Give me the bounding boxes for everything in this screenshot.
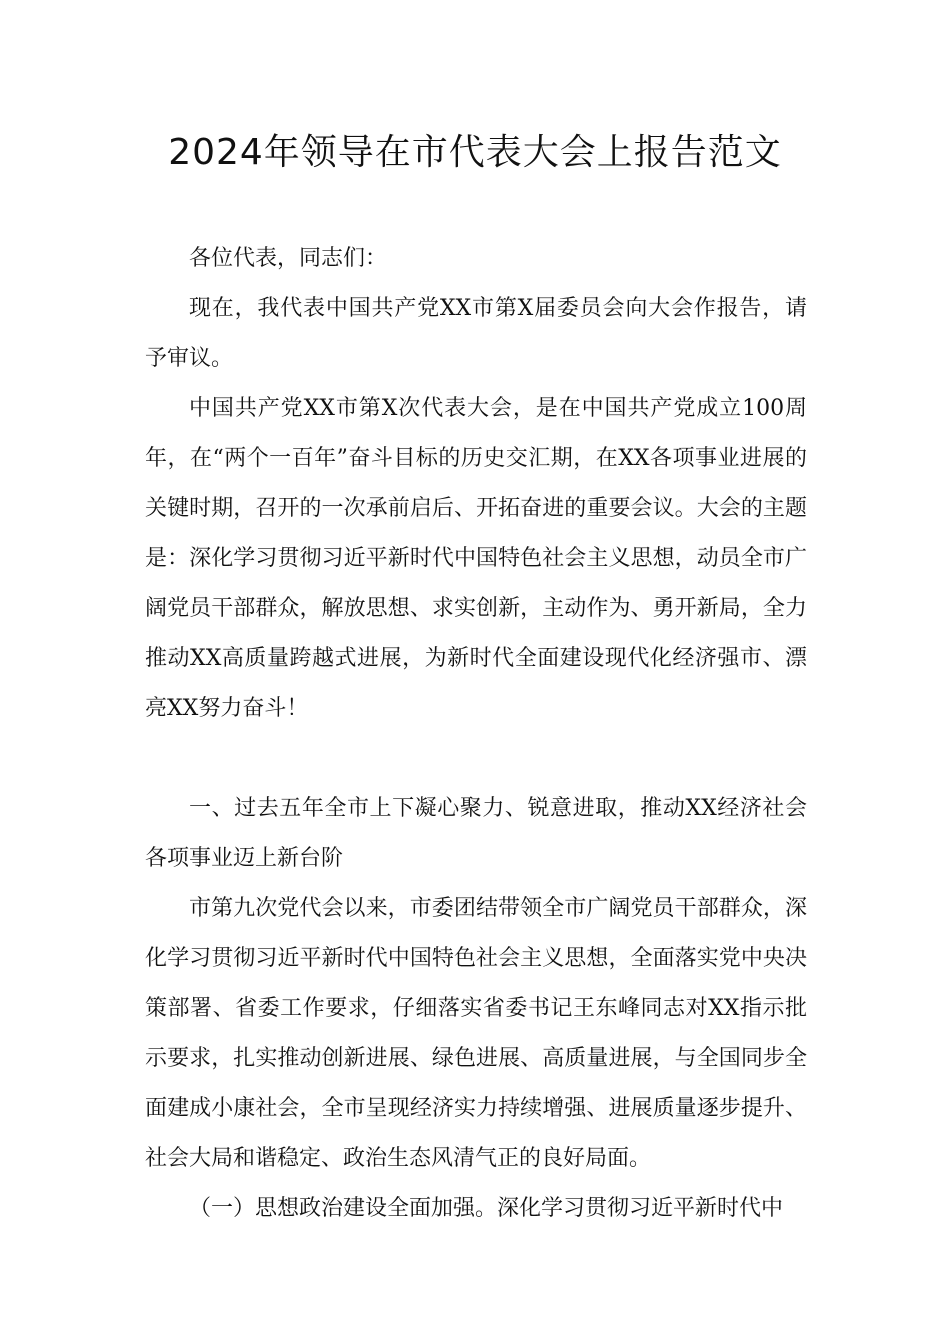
subsection-paragraph: （一）思想政治建设全面加强。深化学习贯彻习近平新时代中: [189, 1196, 784, 1221]
document-title: 2024年领导在市代表大会上报告范文: [168, 132, 782, 173]
section-heading: 一、过去五年全市上下凝心聚力、锐意进取，推动XX经济社会各项事业迈上新台阶: [145, 796, 807, 871]
document-body: [145, 234, 807, 1234]
achievements-paragraph: 市第九次党代会以来，市委团结带领全市广阔党员干部群众，深化学习贯彻习近平新时代中国特色社会主义思想，全面落实党中央决策部署、省委工作要求，仔细落实省委书记王东峰同志对XX指示批示要求，扎实推动创新进展、绿色进展、高质量进展，与全国同步全面建成小康社会，全市呈现经济实力持续增强、进展质量逐步提升、社会大局和谐稳定、政治生态风清气正的良好局面。: [145, 896, 807, 1171]
congress-theme-paragraph: 中国共产党XX市第X次代表大会，是在中国共产党成立100周年，在“两个一百年”奋斗目标的历史交汇期，在XX各项事业进展的关键时期，召开的一次承前启后、开拓奋进的重要会议。大会的主题是：深化学习贯彻习近平新时代中国特色社会主义思想，动员全市广阔党员干部群众，解放思想、求实创新，主动作为、勇开新局，全力推动XX高质量跨越式进展，为新时代全面建设现代化经济强市、漂亮XX努力奋斗！: [145, 396, 807, 721]
salutation-paragraph: 各位代表，同志们：: [189, 246, 388, 271]
opening-paragraph: 现在，我代表中国共产党XX市第X届委员会向大会作报告，请予审议。: [145, 296, 807, 371]
